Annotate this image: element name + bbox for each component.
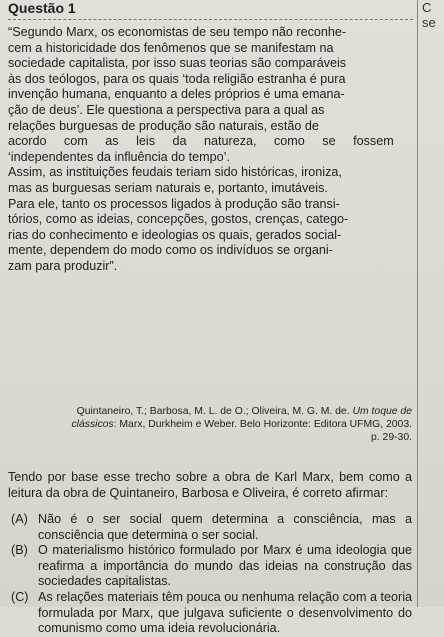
quote-line: “Segundo Marx, os economistas de seu tempo não reconhe- [8, 25, 347, 39]
quote-line: invenção humana, enquanto a deles próprios é uma emana- [8, 87, 345, 102]
quote-line: às dos teólogos, para os quais ‘toda religião estranha é pura [8, 71, 346, 86]
question-title: Questão 1 [8, 0, 76, 16]
question-header [8, 0, 444, 18]
option-a[interactable] [8, 512, 412, 543]
option-b[interactable] [8, 543, 412, 590]
next-column-fragment [422, 0, 444, 30]
option-c[interactable] [8, 590, 412, 637]
citation-title-part2: clássicos [71, 419, 114, 430]
citation-authors: Quintaneiro, T.; Barbosa, M. L. de O.; Oliveira, M. G. M. de. [76, 406, 350, 417]
quote-line: mas as burguesas seriam naturais e, portanto, imutáveis. [8, 180, 328, 195]
option-text: Não é o ser social quem determina a consciência, mas a consciência que determina o ser social. [38, 512, 412, 542]
header-divider [8, 19, 413, 20]
quote-line: Assim, as instituições feudais teriam sido históricas, ironiza, [8, 165, 342, 180]
citation-line-2 [30, 418, 412, 431]
option-text: As relações materiais têm pouca ou nenhuma relação com a teoria formulada por Marx, que julgava suficiente o desenvolvimento do comunismo como uma ideia revolucionária. [38, 589, 412, 636]
quote-line: sociedade capitalista, por isso suas teorias são comparáveis [8, 56, 347, 71]
quote-block [8, 25, 412, 275]
answer-options [8, 512, 412, 637]
citation-pages: p. 29-30. [370, 432, 412, 443]
quote-line: ção de deus’. Ele questiona a perspectiva para a qual as [8, 102, 325, 117]
quote-line: tórios, como as ideias, concepções, gostos, crenças, catego- [8, 212, 349, 227]
citation-title-part1: Um toque de [352, 406, 412, 417]
option-text: O materialismo histórico formulado por Marx é uma ideologia que reafirma a importância do mundo das ideias na construção das sociedades capitalistas. [38, 543, 412, 589]
quote-line: rias do conhecimento e ideologias os quais, gerados social- [8, 227, 342, 242]
citation [30, 405, 412, 444]
side-fragment: C [422, 0, 432, 15]
option-letter: (C) [11, 589, 29, 604]
quote-line: cem a historicidade dos fenômenos que se manifestam na [8, 40, 334, 55]
quote-line: mente, dependem do modo como os indivíduos se organi- [8, 243, 333, 258]
quote-line: relações burguesas de produção são naturais, estão de [8, 118, 319, 133]
column-divider [417, 0, 418, 607]
side-fragment: se [422, 15, 436, 30]
option-letter: (B) [11, 543, 28, 558]
citation-line-1 [30, 405, 412, 418]
quote-line: Para ele, tanto os processos ligados à produção são transi- [8, 196, 340, 211]
citation-publisher: : Marx, Durkheim e Weber. Belo Horizonte: Editora UFMG, 2003. [113, 419, 412, 430]
quote-line: acordo com as leis da natureza, como se fossem [8, 134, 394, 149]
question-stem: Tendo por base esse trecho sobre a obra de Karl Marx, bem como a leitura da obra de Quintaneiro, Barbosa e Oliveira, é correto afirmar: [8, 470, 412, 500]
option-letter: (A) [11, 512, 28, 526]
quote-line: ‘independentes da influência do tempo’. [8, 149, 230, 164]
quote-line: zam para produzir”. [8, 258, 118, 273]
